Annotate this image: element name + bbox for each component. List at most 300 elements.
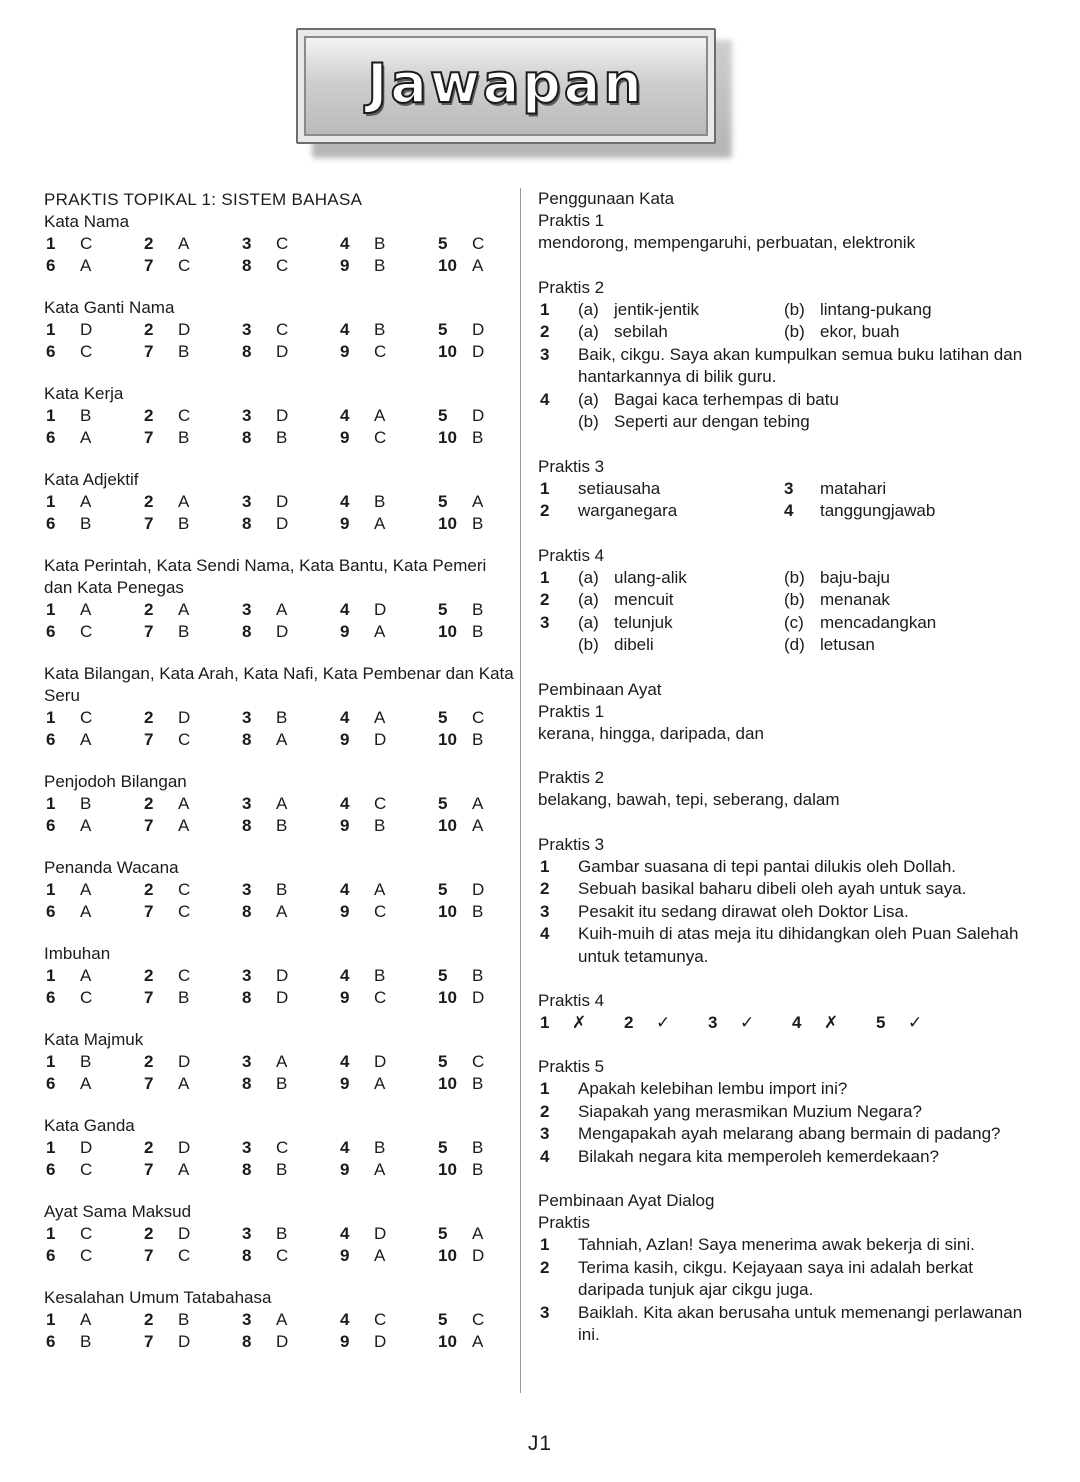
item-text: Bilakah negara kita memperoleh kemerdekaan?: [578, 1146, 939, 1166]
answer-list: [538, 1234, 1038, 1347]
answer-letter: B: [276, 880, 288, 899]
answer-letter: B: [374, 320, 386, 339]
question-number: 5: [438, 708, 448, 727]
answer-section: [44, 1115, 514, 1181]
question-number: 4: [340, 492, 350, 511]
answer-item: [538, 500, 1038, 523]
question-number: 8: [242, 1074, 252, 1093]
answer-letter: B: [472, 600, 484, 619]
answer-cell: [338, 319, 436, 341]
answer-cell: [44, 491, 142, 513]
item-number: 1: [540, 856, 550, 876]
answer-cell: [338, 987, 436, 1009]
question-number: 3: [242, 320, 252, 339]
tick-item: [706, 1012, 790, 1034]
answer-letter: D: [276, 1332, 289, 1351]
answer-letter: B: [178, 622, 190, 641]
answer-letter: B: [80, 1332, 92, 1351]
option-label: (a): [578, 590, 599, 609]
question-number: 9: [340, 1074, 350, 1093]
answer-letter: C: [80, 1160, 93, 1179]
answer-cell: [436, 1073, 534, 1095]
answer-item: [538, 389, 1038, 434]
answer-cell: [44, 599, 142, 621]
answer-item: [538, 478, 1038, 501]
section-title: Penanda Wacana: [44, 858, 179, 877]
answer-cell: [338, 599, 436, 621]
answer-row: [44, 815, 514, 837]
answer-row: [44, 319, 514, 341]
option-label: (b): [784, 299, 805, 319]
question-number: 3: [242, 1138, 252, 1157]
question-number: 3: [242, 1224, 252, 1243]
question-number: 9: [340, 428, 350, 447]
answer-letter: C: [276, 1246, 289, 1265]
answer-cell: [436, 255, 534, 277]
answer-letter: C: [276, 320, 289, 339]
answer-letter: B: [276, 816, 288, 835]
question-number: 10: [438, 1074, 457, 1093]
answer-section: [44, 383, 514, 449]
answer-cell: [44, 405, 142, 427]
check-mark-icon: ✓: [656, 1013, 671, 1032]
answer-section: [44, 469, 514, 535]
right-column: [538, 188, 1038, 1347]
answer-cell: [44, 255, 142, 277]
answer-letter: D: [374, 1224, 387, 1243]
section-title: Kata Kerja: [44, 384, 124, 403]
answer-item: [538, 1078, 1038, 1101]
answer-cell: [338, 793, 436, 815]
question-number: 7: [144, 730, 154, 749]
answer-letter: C: [178, 902, 191, 921]
question-number: 10: [438, 816, 457, 835]
question-number: 6: [46, 1160, 56, 1179]
answer-cell: [436, 901, 534, 923]
answer-letter: C: [80, 622, 93, 641]
answer-item: [538, 923, 1038, 968]
answer-cell: [436, 1223, 534, 1245]
answer-cell: [142, 427, 240, 449]
answer-letter: A: [80, 428, 92, 447]
answer-letter: B: [374, 492, 386, 511]
answer-cell: [436, 491, 534, 513]
question-number: 7: [144, 342, 154, 361]
answer-cell: [436, 621, 534, 643]
answer-cell: [436, 1331, 534, 1353]
question-number: 8: [242, 1246, 252, 1265]
option-label: (b): [784, 567, 805, 587]
answer-row: [44, 405, 514, 427]
answer-cell: [44, 1073, 142, 1095]
answer-letter: A: [276, 1310, 288, 1329]
question-number: 4: [340, 600, 350, 619]
option-label: (a): [578, 299, 599, 319]
answer-cell: [142, 815, 240, 837]
item-text: Mengapakah ayah melarang abang bermain di padang?: [578, 1124, 1001, 1143]
question-number: 5: [438, 1224, 448, 1243]
question-number: 4: [340, 1052, 350, 1071]
answer-item: [538, 344, 1038, 389]
answer-cell: [240, 1137, 338, 1159]
item-number: 2: [624, 1013, 634, 1032]
answer-letter: B: [276, 1224, 288, 1243]
answer-letter: A: [276, 794, 288, 813]
answer-row: [44, 255, 514, 277]
question-number: 8: [242, 816, 252, 835]
option-text: ekor, buah: [820, 322, 900, 341]
answer-item: [538, 1123, 1038, 1146]
answer-letter: A: [374, 406, 386, 425]
question-number: 8: [242, 256, 252, 275]
question-number: 7: [144, 902, 154, 921]
answer-letter: B: [374, 966, 386, 985]
answer-letter: C: [178, 406, 191, 425]
praktis-label: Praktis 3: [538, 834, 605, 854]
answer-cell: [142, 405, 240, 427]
answer-cell: [142, 1137, 240, 1159]
answer-letter: B: [472, 902, 484, 921]
answer-letter: A: [276, 730, 288, 749]
question-number: 1: [46, 320, 56, 339]
answer-letter: D: [276, 622, 289, 641]
question-number: 7: [144, 1074, 154, 1093]
answer-cell: [436, 987, 534, 1009]
answer-cell: [436, 1245, 534, 1267]
option-text: mencuit: [614, 590, 674, 609]
answer-cell: [44, 1159, 142, 1181]
question-number: 3: [242, 1052, 252, 1071]
question-number: 10: [438, 428, 457, 447]
answer-section: [44, 857, 514, 923]
item-number: 1: [540, 1235, 550, 1254]
item-number: 2: [540, 1101, 550, 1121]
item-number: 1: [540, 299, 550, 319]
question-number: 10: [438, 622, 457, 641]
praktis-label: Praktis 5: [538, 1057, 605, 1076]
question-number: 10: [438, 1246, 457, 1265]
answer-cell: [240, 1223, 338, 1245]
answer-cell: [142, 1223, 240, 1245]
answer-cell: [44, 319, 142, 341]
question-number: 8: [242, 1160, 252, 1179]
question-number: 4: [340, 880, 350, 899]
answer-letter: A: [80, 966, 92, 985]
answer-section: [44, 555, 514, 643]
answer-cell: [240, 965, 338, 987]
page-title: Jawapan: [367, 52, 645, 115]
answer-letter: D: [178, 1052, 191, 1071]
answer-list: [538, 856, 1038, 969]
question-number: 3: [242, 406, 252, 425]
question-number: 1: [46, 492, 56, 511]
answer-section: [44, 1201, 514, 1267]
question-number: 1: [46, 1138, 56, 1157]
section-title: Imbuhan: [44, 944, 111, 963]
answer-cell: [338, 1159, 436, 1181]
answer-cell: [436, 879, 534, 901]
answer-letter: C: [80, 234, 93, 253]
answer-section: [44, 771, 514, 837]
option-label: (d): [784, 635, 805, 654]
question-number: 8: [242, 514, 252, 533]
answer-cell: [142, 879, 240, 901]
answer-row: [44, 1137, 514, 1159]
answer-letter: A: [374, 708, 386, 727]
praktis-label: Praktis: [538, 1213, 590, 1232]
question-number: 7: [144, 988, 154, 1007]
answer-cell: [142, 1051, 240, 1073]
section-title: Kata Nama: [44, 212, 130, 231]
item-number: 3: [540, 901, 550, 921]
question-number: 5: [438, 600, 448, 619]
answer-letter: B: [472, 1074, 484, 1093]
question-number: 2: [144, 708, 154, 727]
answer-letter: A: [178, 1160, 190, 1179]
answer-cell: [142, 987, 240, 1009]
answer-letter: B: [472, 966, 484, 985]
answer-letter: A: [472, 256, 484, 275]
answer-cell: [142, 707, 240, 729]
answer-letter: C: [374, 902, 387, 921]
question-number: 8: [242, 622, 252, 641]
item-number: 4: [792, 1013, 802, 1032]
answer-letter: A: [80, 1074, 92, 1093]
answer-item: [538, 1234, 1038, 1257]
question-number: 8: [242, 730, 252, 749]
answer-letter: B: [374, 256, 386, 275]
answer-letter: D: [276, 492, 289, 511]
answer-item: [538, 321, 1038, 344]
answer-cell: [44, 513, 142, 535]
column-divider: [520, 188, 521, 1393]
answer-row: [44, 513, 514, 535]
answer-row: [44, 987, 514, 1009]
answer-letter: C: [472, 234, 485, 253]
answer-letter: A: [276, 1052, 288, 1071]
title-plaque: [296, 28, 716, 144]
question-number: 8: [242, 1332, 252, 1351]
answer-letter: A: [374, 622, 386, 641]
answer-row: [44, 793, 514, 815]
answer-cell: [44, 621, 142, 643]
question-number: 6: [46, 1246, 56, 1265]
question-number: 9: [340, 514, 350, 533]
answer-letter: B: [178, 988, 190, 1007]
option-text: menanak: [820, 590, 890, 609]
item-text: Apakah kelebihan lembu import ini?: [578, 1079, 848, 1098]
answer-section: [44, 1029, 514, 1095]
item-number: 3: [540, 344, 550, 364]
option-text: letusan: [820, 635, 875, 654]
item-number: 2: [540, 590, 550, 609]
question-number: 5: [438, 492, 448, 511]
answer-item: [538, 856, 1038, 879]
question-number: 9: [340, 1160, 350, 1179]
answer-letter: B: [472, 428, 484, 447]
answer-letter: A: [472, 794, 484, 813]
answer-cell: [436, 793, 534, 815]
answer-letter: D: [472, 342, 485, 361]
answer-letter: B: [472, 1138, 484, 1157]
answer-letter: D: [276, 514, 289, 533]
item-text: Sebuah basikal baharu dibeli oleh ayah untuk saya.: [578, 879, 967, 898]
answer-cell: [338, 427, 436, 449]
answer-letter: A: [80, 600, 92, 619]
answer-cell: [240, 987, 338, 1009]
question-number: 2: [144, 406, 154, 425]
question-number: 3: [242, 966, 252, 985]
question-number: 2: [144, 966, 154, 985]
answer-letter: B: [374, 816, 386, 835]
option-label: (b): [578, 635, 599, 654]
answer-letter: D: [374, 1332, 387, 1351]
answer-letter: D: [80, 320, 93, 339]
answer-row: [44, 1309, 514, 1331]
answer-cell: [240, 707, 338, 729]
answer-letter: C: [178, 880, 191, 899]
answer-cell: [44, 233, 142, 255]
question-number: 9: [340, 1332, 350, 1351]
item-text: Siapakah yang merasmikan Muzium Negara?: [578, 1101, 922, 1121]
answer-cell: [240, 233, 338, 255]
answer-letter: B: [276, 428, 288, 447]
question-number: 1: [46, 966, 56, 985]
item-number: 4: [540, 924, 550, 943]
section-title: Kata Adjektif: [44, 470, 139, 489]
tick-item: [538, 1012, 622, 1034]
answer-cell: [436, 233, 534, 255]
answer-cell: [338, 1245, 436, 1267]
question-number: 8: [242, 902, 252, 921]
item-number: 3: [540, 612, 550, 632]
question-number: 6: [46, 902, 56, 921]
question-number: 10: [438, 256, 457, 275]
question-number: 7: [144, 256, 154, 275]
answer-cell: [338, 879, 436, 901]
answer-section: [44, 297, 514, 363]
question-number: 6: [46, 1074, 56, 1093]
question-number: 9: [340, 342, 350, 361]
answer-letter: C: [472, 1310, 485, 1329]
option-text: lintang-pukang: [820, 299, 932, 319]
answer-cell: [240, 815, 338, 837]
question-number: 6: [46, 256, 56, 275]
question-number: 5: [438, 406, 448, 425]
section-title-pembinaan-ayat-dialog: Pembinaan Ayat Dialog: [538, 1191, 715, 1210]
answer-letter: C: [374, 1310, 387, 1329]
answer-cell: [44, 341, 142, 363]
answer-cell: [44, 987, 142, 1009]
section-title: Ayat Sama Maksud: [44, 1202, 192, 1221]
answer-cell: [142, 965, 240, 987]
answer-cell: [44, 1223, 142, 1245]
question-number: 1: [46, 1052, 56, 1071]
question-number: 10: [438, 514, 457, 533]
answer-letter: C: [178, 1246, 191, 1265]
answer-cell: [240, 1159, 338, 1181]
question-number: 1: [46, 234, 56, 253]
answer-letter: B: [80, 1052, 92, 1071]
question-number: 4: [340, 794, 350, 813]
answer-cell: [338, 405, 436, 427]
answer-text: mendorong, mempengaruhi, perbuatan, elektronik: [538, 233, 916, 252]
answer-letter: C: [276, 256, 289, 275]
question-number: 6: [46, 1332, 56, 1351]
answer-letter: B: [472, 1160, 484, 1179]
question-number: 2: [144, 1138, 154, 1157]
left-column: [44, 188, 514, 1373]
topic-heading: PRAKTIS TOPIKAL 1: SISTEM BAHASA: [44, 190, 363, 209]
question-number: 9: [340, 622, 350, 641]
question-number: 2: [144, 600, 154, 619]
question-number: 3: [242, 794, 252, 813]
question-number: 4: [340, 320, 350, 339]
answer-letter: A: [80, 816, 92, 835]
question-number: 2: [144, 794, 154, 813]
answer-letter: B: [80, 794, 92, 813]
answer-cell: [240, 1245, 338, 1267]
question-number: 4: [340, 1138, 350, 1157]
section-title: Penjodoh Bilangan: [44, 772, 187, 791]
answer-letter: C: [374, 428, 387, 447]
item-text: Kuih-muih di atas meja itu dihidangkan oleh Puan Salehah untuk tetamunya.: [578, 924, 1019, 966]
answer-letter: B: [178, 1310, 190, 1329]
item-number: 2: [540, 501, 550, 520]
answer-cell: [142, 341, 240, 363]
option-text: baju-baju: [820, 567, 890, 587]
item-number: 2: [540, 879, 550, 898]
question-number: 6: [46, 622, 56, 641]
answer-cell: [240, 427, 338, 449]
answer-cell: [44, 1051, 142, 1073]
answer-letter: A: [80, 880, 92, 899]
item-text: Baik, cikgu. Saya akan kumpulkan semua buku latihan dan hantarkannya di bilik guru.: [578, 344, 1023, 386]
answer-letter: B: [178, 342, 190, 361]
answer-cell: [436, 1309, 534, 1331]
option-text: ulang-alik: [614, 567, 687, 587]
answer-cell: [338, 1051, 436, 1073]
question-number: 2: [144, 234, 154, 253]
answer-letter: B: [178, 428, 190, 447]
answer-letter: B: [80, 514, 92, 533]
tick-item: [790, 1012, 874, 1034]
option-text: Bagai kaca terhempas di batu: [614, 389, 839, 409]
answer-cell: [142, 599, 240, 621]
question-number: 4: [340, 1310, 350, 1329]
answer-letter: D: [178, 1138, 191, 1157]
answer-item: [538, 1302, 1038, 1347]
answer-text: kerana, hingga, daripada, dan: [538, 723, 764, 743]
tick-answer-row: [538, 1012, 1038, 1034]
question-number: 4: [340, 406, 350, 425]
answer-text: belakang, bawah, tepi, seberang, dalam: [538, 790, 840, 809]
answer-cell: [240, 319, 338, 341]
answer-cell: [436, 513, 534, 535]
question-number: 7: [144, 1246, 154, 1265]
answer-letter: A: [472, 1332, 484, 1351]
praktis-label: Praktis 1: [538, 701, 605, 721]
answer-letter: A: [80, 492, 92, 511]
question-number: 6: [46, 730, 56, 749]
answer-section: [44, 211, 514, 277]
option-label: (c): [784, 612, 804, 632]
answer-cell: [142, 1159, 240, 1181]
item-number: 1: [540, 1013, 550, 1032]
answer-cell: [436, 405, 534, 427]
question-number: 10: [438, 1160, 457, 1179]
answer-cell: [142, 255, 240, 277]
